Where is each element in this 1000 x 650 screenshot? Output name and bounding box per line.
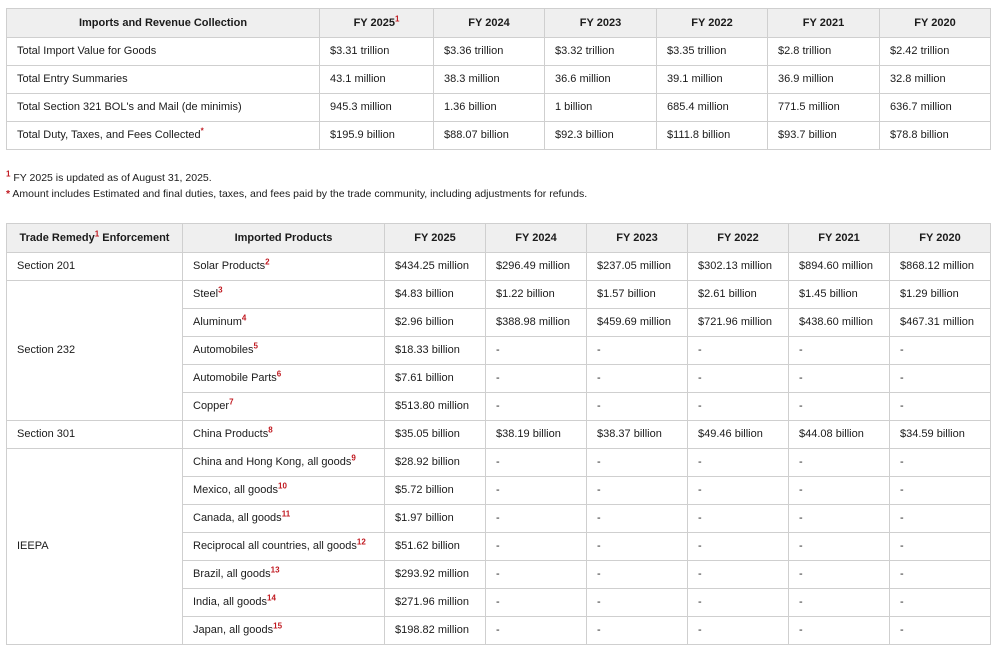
header-year: FY 2021 [789, 224, 890, 253]
table-cell: $78.8 billion [880, 122, 991, 150]
product-cell [183, 561, 385, 589]
product-cell [183, 533, 385, 561]
product-cell [183, 421, 385, 449]
table-cell: $513.80 million [385, 393, 486, 421]
footnote-mark: 15 [273, 621, 283, 631]
header-imported-products: Imported Products [183, 224, 385, 253]
product-cell [183, 617, 385, 645]
product-name: Brazil, all goods [193, 568, 271, 580]
table-cell: $92.3 billion [545, 122, 657, 150]
table-cell: $2.96 billion [385, 309, 486, 337]
table-cell: $2.8 trillion [768, 38, 880, 66]
table-cell: $18.33 billion [385, 337, 486, 365]
table-cell: $271.96 million [385, 589, 486, 617]
footnote-mark: 4 [241, 313, 247, 323]
table-row [7, 421, 991, 449]
table-cell: $1.29 billion [890, 281, 991, 309]
revenue-header-fy: FY 2025$^1$ [320, 9, 434, 38]
product-name: India, all goods [193, 596, 267, 608]
trade-remedy-cell: IEEPA [7, 449, 183, 645]
table-cell: 36.6 million [545, 66, 657, 94]
table-cell: $51.62 billion [385, 533, 486, 561]
table-cell: - [789, 505, 890, 533]
table-cell: $296.49 million [486, 253, 587, 281]
product-cell [183, 505, 385, 533]
table-cell: 36.9 million [768, 66, 880, 94]
enforcement-table [6, 223, 991, 645]
product-name: Aluminum [193, 316, 242, 328]
table-cell: - [587, 589, 688, 617]
table-cell: $237.05 million [587, 253, 688, 281]
table-cell: $868.12 million [890, 253, 991, 281]
table-cell: - [486, 365, 587, 393]
table-cell: - [890, 533, 991, 561]
trade-remedy-cell: Section 301 [7, 421, 183, 449]
table-cell: - [688, 533, 789, 561]
table-cell: - [890, 477, 991, 505]
table-row [7, 66, 991, 94]
table-cell: - [486, 589, 587, 617]
row-label-text: Total Import Value for Goods [17, 45, 157, 57]
footnote-1: $^1$ FY 2025 is updated as of August 31, 2025. [6, 169, 212, 184]
table-cell: - [486, 505, 587, 533]
product-cell [183, 393, 385, 421]
footnote-mark: 10 [278, 481, 287, 491]
revenue-header-row [7, 9, 991, 38]
revenue-header-fy: FY 2020 [880, 9, 991, 38]
table-cell: $3.32 trillion [545, 38, 657, 66]
table-cell: $88.07 billion [434, 122, 545, 150]
table-cell: - [688, 477, 789, 505]
product-name: Automobile Parts [193, 372, 277, 384]
table-cell: $38.19 billion [486, 421, 587, 449]
table-row [7, 38, 991, 66]
table-cell: - [486, 561, 587, 589]
table-cell: - [688, 617, 789, 645]
table-cell: $195.9 billion [320, 122, 434, 150]
footnote-mark: 8 [268, 425, 273, 435]
revenue-header-title: Imports and Revenue Collection [7, 9, 320, 38]
table-cell: - [688, 449, 789, 477]
revenue-header-fy: FY 2021 [768, 9, 880, 38]
table-cell: $34.59 billion [890, 421, 991, 449]
table-cell: $388.98 million [486, 309, 587, 337]
row-label [7, 66, 320, 94]
table-cell: $3.35 trillion [657, 38, 768, 66]
table-cell: - [486, 337, 587, 365]
table-cell: - [587, 337, 688, 365]
header-year: FY 2025 [385, 224, 486, 253]
trade-remedy-cell: Section 201 [7, 253, 183, 281]
product-name: Automobiles [193, 344, 254, 356]
table-cell: - [789, 561, 890, 589]
table-cell: - [789, 533, 890, 561]
product-name: Steel [193, 288, 219, 300]
asterisk-mark: * [200, 126, 204, 136]
table-cell: - [890, 393, 991, 421]
enforcement-header-row [7, 224, 991, 253]
table-row [7, 94, 991, 122]
table-cell: $1.45 billion [789, 281, 890, 309]
table-cell: $1.57 billion [587, 281, 688, 309]
table-cell: - [789, 449, 890, 477]
table-cell: - [789, 365, 890, 393]
row-label [7, 94, 320, 122]
footnote-mark: 2 [265, 257, 270, 267]
table-cell: $28.92 billion [385, 449, 486, 477]
table-cell: - [587, 393, 688, 421]
row-label-text: Total Entry Summaries [17, 73, 128, 85]
table-cell: - [890, 449, 991, 477]
table-cell: - [789, 617, 890, 645]
table-cell: - [688, 505, 789, 533]
table-cell: - [688, 589, 789, 617]
product-name: Reciprocal all countries, all goods [193, 540, 357, 552]
header-trade-remedy: Trade Remedy$^1$ Enforcement [7, 224, 183, 253]
footnote-asterisk: * Amount includes Estimated and final duties, taxes, and fees paid by the trade community, including adjustments for refunds. [6, 188, 588, 200]
table-cell: 771.5 million [768, 94, 880, 122]
table-cell: 945.3 million [320, 94, 434, 122]
table-cell: - [486, 477, 587, 505]
table-cell: $198.82 million [385, 617, 486, 645]
table-cell: $302.13 million [688, 253, 789, 281]
footnote-mark: 12 [356, 537, 366, 547]
table-cell: $7.61 billion [385, 365, 486, 393]
product-cell [183, 253, 385, 281]
product-cell [183, 281, 385, 309]
product-cell [183, 449, 385, 477]
table-cell: $894.60 million [789, 253, 890, 281]
product-name: China and Hong Kong, all goods [193, 456, 352, 468]
footnote-mark: 14 [267, 593, 276, 603]
footnote-mark: 11 [281, 509, 291, 519]
table-cell: $44.08 billion [789, 421, 890, 449]
table-cell: - [587, 505, 688, 533]
table-cell: $721.96 million [688, 309, 789, 337]
table-cell: - [890, 617, 991, 645]
product-cell [183, 337, 385, 365]
product-name: Japan, all goods [193, 624, 274, 636]
table-cell: 39.1 million [657, 66, 768, 94]
product-cell [183, 477, 385, 505]
table-row [7, 122, 991, 150]
table-cell: - [890, 337, 991, 365]
table-cell: $459.69 million [587, 309, 688, 337]
product-name: Copper [193, 400, 230, 412]
table-cell: - [789, 337, 890, 365]
table-cell: $4.83 billion [385, 281, 486, 309]
table-cell: - [587, 365, 688, 393]
table-cell: $2.42 trillion [880, 38, 991, 66]
table-cell: 43.1 million [320, 66, 434, 94]
table-cell: - [789, 477, 890, 505]
table-cell: - [789, 589, 890, 617]
product-name: Mexico, all goods [193, 484, 278, 496]
table-cell: - [587, 561, 688, 589]
product-cell [183, 589, 385, 617]
table-cell: - [587, 533, 688, 561]
header-year: FY 2024 [486, 224, 587, 253]
table-cell: $438.60 million [789, 309, 890, 337]
row-label-text: Total Duty, Taxes, and Fees Collected [17, 129, 201, 141]
header-year: FY 2023 [587, 224, 688, 253]
table-cell: - [486, 393, 587, 421]
revenue-table [6, 8, 991, 150]
product-cell [183, 309, 385, 337]
header-year: FY 2020 [890, 224, 991, 253]
table-cell: - [486, 449, 587, 477]
table-cell: $111.8 billion [657, 122, 768, 150]
footnote-mark: 5 [253, 341, 258, 351]
table-cell: 636.7 million [880, 94, 991, 122]
table-row [7, 449, 991, 477]
product-name: Solar Products [193, 260, 266, 272]
table-cell: - [890, 561, 991, 589]
table-cell: - [587, 477, 688, 505]
table-cell: $1.97 billion [385, 505, 486, 533]
table-cell: 1 billion [545, 94, 657, 122]
row-label [7, 38, 320, 66]
table-cell: - [688, 365, 789, 393]
footnote-1-mark: 1 [394, 13, 400, 23]
revenue-header-fy: FY 2023 [545, 9, 657, 38]
table-cell: $35.05 billion [385, 421, 486, 449]
table-cell: - [789, 393, 890, 421]
product-cell [183, 365, 385, 393]
trade-remedy-cell: Section 232 [7, 281, 183, 421]
table-cell: $38.37 billion [587, 421, 688, 449]
table-cell: $3.36 trillion [434, 38, 545, 66]
table-cell: - [486, 533, 587, 561]
table-cell: $1.22 billion [486, 281, 587, 309]
footnote-mark: 7 [229, 397, 234, 407]
table-cell: - [486, 617, 587, 645]
table-cell: 1.36 billion [434, 94, 545, 122]
footnote-mark: 6 [276, 369, 282, 379]
table-cell: - [688, 337, 789, 365]
table-cell: $93.7 billion [768, 122, 880, 150]
table-cell: - [890, 365, 991, 393]
table-cell: - [890, 589, 991, 617]
footnote-mark: 13 [270, 565, 280, 575]
row-label [7, 122, 320, 150]
revenue-header-fy: FY 2024 [434, 9, 545, 38]
footnotes [6, 170, 587, 202]
header-year: FY 2022 [688, 224, 789, 253]
table-cell: $2.61 billion [688, 281, 789, 309]
table-cell: 685.4 million [657, 94, 768, 122]
table-cell: 32.8 million [880, 66, 991, 94]
revenue-header-fy: FY 2022 [657, 9, 768, 38]
footnote-mark: 3 [218, 285, 223, 295]
table-cell: 38.3 million [434, 66, 545, 94]
table-cell: $293.92 million [385, 561, 486, 589]
product-name: Canada, all goods [193, 512, 282, 524]
table-cell: - [587, 617, 688, 645]
table-cell: - [688, 393, 789, 421]
table-cell: - [587, 449, 688, 477]
table-cell: $434.25 million [385, 253, 486, 281]
table-cell: $5.72 billion [385, 477, 486, 505]
table-cell: $49.46 billion [688, 421, 789, 449]
table-cell: $3.31 trillion [320, 38, 434, 66]
table-row [7, 253, 991, 281]
row-label-text: Total Section 321 BOL's and Mail (de minimis) [17, 101, 242, 113]
product-name: China Products [193, 428, 269, 440]
footnote-mark: 9 [351, 453, 356, 463]
table-cell: - [890, 505, 991, 533]
table-cell: - [688, 561, 789, 589]
table-row [7, 281, 991, 309]
table-cell: $467.31 million [890, 309, 991, 337]
